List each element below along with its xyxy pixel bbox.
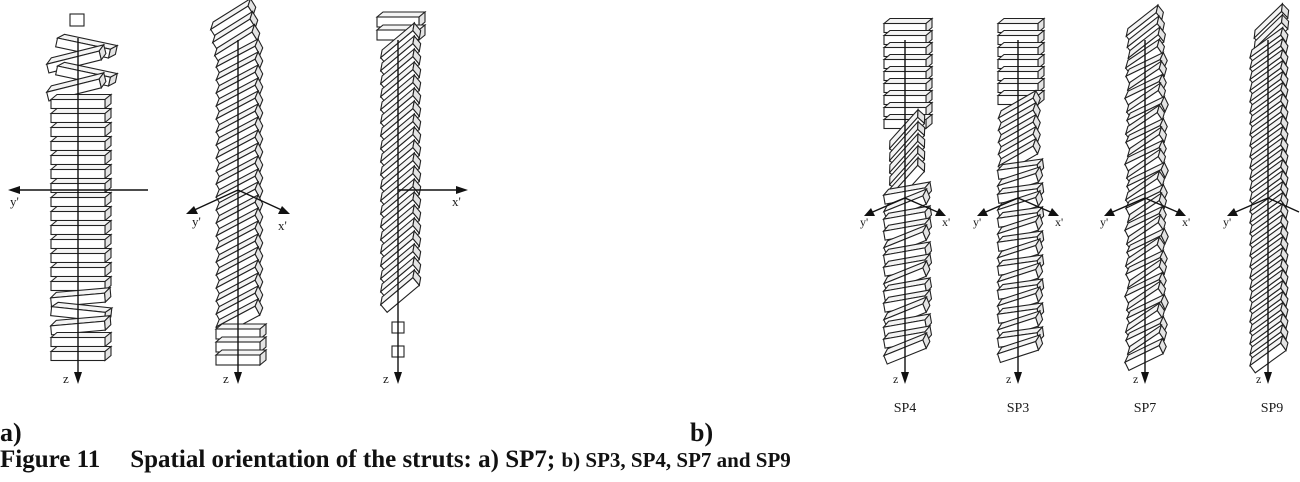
strut-block: [51, 249, 111, 263]
strut-top-face: [998, 67, 1044, 72]
z-axis-arrowhead: [1141, 372, 1149, 384]
strut-top-face: [884, 103, 932, 108]
strut-top-face: [884, 67, 932, 72]
strut-top-face: [377, 12, 425, 17]
strut-top-face: [884, 19, 932, 24]
z-axis-label: z: [1006, 372, 1012, 386]
strut-top-face: [51, 277, 111, 282]
x-axis-label: x': [452, 194, 461, 209]
figure-number: Figure 11: [0, 446, 101, 473]
strut-top-face: [884, 91, 932, 96]
z-axis-arrowhead: [234, 372, 242, 384]
figure-title: Spatial orientation of the struts:: [130, 446, 472, 473]
strut-block: [51, 165, 111, 179]
strut-top-face: [884, 79, 932, 84]
strut-top-face: [998, 43, 1044, 48]
panel-b-tag: b): [690, 418, 714, 447]
z-axis-label: z: [383, 371, 389, 386]
strut-top-face: [51, 347, 111, 352]
z-axis-label: z: [223, 371, 229, 386]
panel-a-oblique-view: [186, 40, 290, 386]
strut-top-face: [998, 19, 1044, 24]
y-axis-label: y': [1223, 215, 1232, 229]
z-axis-arrowhead: [1264, 372, 1272, 384]
z-axis-label: z: [1256, 372, 1262, 386]
y-axis-arrowhead: [186, 206, 198, 214]
strut-top-face: [51, 193, 111, 198]
specimen-label: SP4: [893, 401, 917, 416]
z-axis-arrowhead: [901, 372, 909, 384]
x-axis-label: x': [1182, 215, 1191, 229]
z-axis-arrowhead: [74, 372, 82, 384]
strut-block: [51, 207, 111, 221]
strut-top-face: [51, 207, 111, 212]
z-axis-label: z: [63, 371, 69, 386]
strut-top-face: [884, 43, 932, 48]
strut-top-face: [51, 109, 111, 114]
strut-block: [51, 109, 111, 123]
z-axis-arrowhead: [1014, 372, 1022, 384]
x-axis-label: x': [1055, 215, 1064, 229]
strut-columns: [46, 0, 1293, 373]
z-axis-label: z: [1133, 372, 1139, 386]
strut-block: [51, 333, 111, 347]
strut-top-face: [51, 95, 111, 100]
strut-block: [51, 235, 111, 249]
strut-block: [51, 95, 111, 109]
specimen-label: SP9: [1260, 401, 1284, 416]
specimen-label: SP7: [1133, 401, 1157, 416]
caption-part-a: a) SP7;: [478, 446, 556, 473]
strut-top-face: [998, 31, 1044, 36]
strut-top-face: [998, 79, 1044, 84]
panel-a-front-view: [8, 38, 148, 386]
x-axis-label: x': [278, 218, 287, 233]
strut-top-face: [51, 165, 111, 170]
top-pin: [70, 14, 84, 26]
x-axis-arrowhead: [278, 206, 290, 214]
strut-top-face: [51, 235, 111, 240]
strut-top-face: [51, 333, 111, 338]
strut-block: [51, 221, 111, 235]
strut-top-face: [998, 55, 1044, 60]
figure-caption: [0, 446, 791, 474]
strut-top-face: [884, 31, 932, 36]
y-axis-label: y': [10, 194, 19, 209]
strut-top-face: [51, 123, 111, 128]
strut-top-face: [51, 151, 111, 156]
strut-block: [51, 347, 111, 361]
y-axis-arrowhead: [8, 186, 20, 194]
strut-block: [51, 263, 111, 277]
y-axis-label: y': [192, 214, 201, 229]
x-axis-arrowhead: [456, 186, 468, 194]
x-axis-label: x': [942, 215, 951, 229]
strut-top-face: [51, 179, 111, 184]
strut-top-face: [51, 137, 111, 142]
strut-block: [51, 151, 111, 165]
strut-top-face: [216, 350, 266, 355]
strut-block: [51, 193, 111, 207]
strut-block: [51, 137, 111, 151]
strut-top-face: [216, 324, 266, 329]
strut-top-face: [51, 263, 111, 268]
y-axis-label: y': [860, 215, 869, 229]
strut-block: [51, 123, 111, 137]
strut-top-face: [51, 249, 111, 254]
caption-part-b: b) SP3, SP4, SP7 and SP9: [561, 448, 791, 472]
strut-top-face: [51, 221, 111, 226]
specimen-column-sp4: [860, 40, 950, 416]
specimen-column-sp7: [1100, 40, 1190, 416]
panel-a-tag: a): [0, 418, 22, 447]
z-axis-arrowhead: [394, 372, 402, 384]
specimen-label: SP3: [1006, 401, 1030, 416]
y-axis-label: y': [1100, 215, 1109, 229]
specimen-column-sp3: [973, 40, 1063, 416]
y-axis-label: y': [973, 215, 982, 229]
z-axis-label: z: [893, 372, 899, 386]
strut-top-face: [884, 55, 932, 60]
strut-top-face: [216, 337, 266, 342]
strut-block: [216, 350, 266, 365]
